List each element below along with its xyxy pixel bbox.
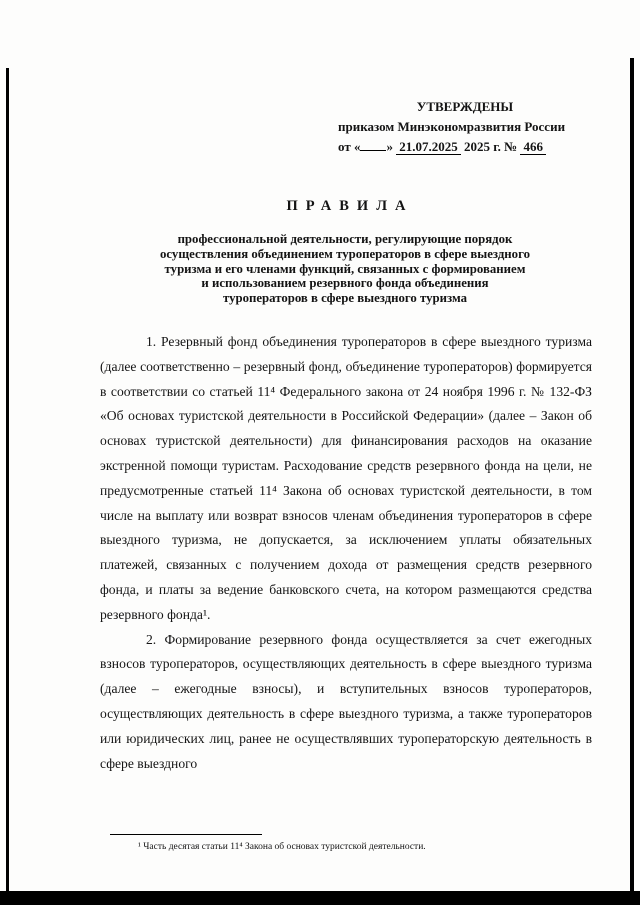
date-blank-underline [360, 138, 386, 151]
approval-date-line [338, 137, 592, 157]
footnote-text: ¹ Часть десятая статьи 11⁴ Закона об основах туристской деятельности. [138, 842, 426, 852]
date-close-quote: » [386, 139, 393, 154]
date-prefix: от « [338, 139, 361, 154]
subtitle-line: профессиональной деятельности, регулирующие порядок [177, 232, 513, 246]
subtitle-line: туроператоров в сфере выездного туризма [222, 291, 468, 306]
approval-year-number-label: 2025 г. № [463, 139, 518, 154]
subtitle-line: и использованием резервного фонда объединения [201, 276, 489, 291]
body-text [100, 330, 592, 776]
scan-artifact-right [630, 58, 634, 897]
scan-artifact-left [6, 68, 9, 897]
footnote-divider [110, 834, 262, 835]
approval-order-line: приказом Минэкономразвития России [338, 119, 566, 134]
subtitle-line: туризма и его членами функций, связанных с формированием [164, 261, 526, 276]
paragraph-1: 1. Резервный фонд объединения туроператоров в сфере выездного туризма (далее соответственно – резервный фонд, объединение туроператоров) формируется в соответствии со статьей 11⁴ Федерального закона от 24 ноября 1996 г. № 132-ФЗ «Об основах туристской деятельности в Российской Федерации» (далее – Закон об основах туристской деятельности) для финансирования расходов на оказание экстренной помощи туристам. Расходование средств резервного фонда на цели, не предусмотренные статьей 11⁴ Закона об основах туристской деятельности, в том числе на выплату или возврат взносов членам объединения туроператоров в сфере выездного туризма, не допускается, за исключением уплаты обязательных платежей, связанных с получением дохода от размещения средств резервного фонда, и платы за ведение банковского счета, на котором размещаются средства резервного фонда¹. [100, 334, 592, 622]
approval-stamp-block [338, 97, 592, 157]
document-title: ПРАВИЛА [286, 198, 414, 214]
subtitle-line: осуществления объединением туроператоров в сфере выездного [160, 246, 530, 261]
approval-number: 466 [520, 139, 546, 155]
approval-date: 21.07.2025 [396, 139, 461, 155]
approved-label: УТВЕРЖДЕНЫ [416, 99, 514, 114]
document-subtitle [90, 232, 600, 306]
paragraph-2: 2. Формирование резервного фонда осуществляется за счет ежегодных взносов туроператоров, осуществляющих деятельность в сфере выездного туризма (далее – ежегодные взносы), и вступительных взносов туроператоров, осуществляющих деятельность в сфере выездного туризма, а также туроператоров или юридических лиц, ранее не осуществлявших туроператорскую деятельность в сфере выездного [100, 631, 592, 771]
scan-artifact-bottom [0, 891, 640, 905]
footnote-block [100, 834, 592, 853]
